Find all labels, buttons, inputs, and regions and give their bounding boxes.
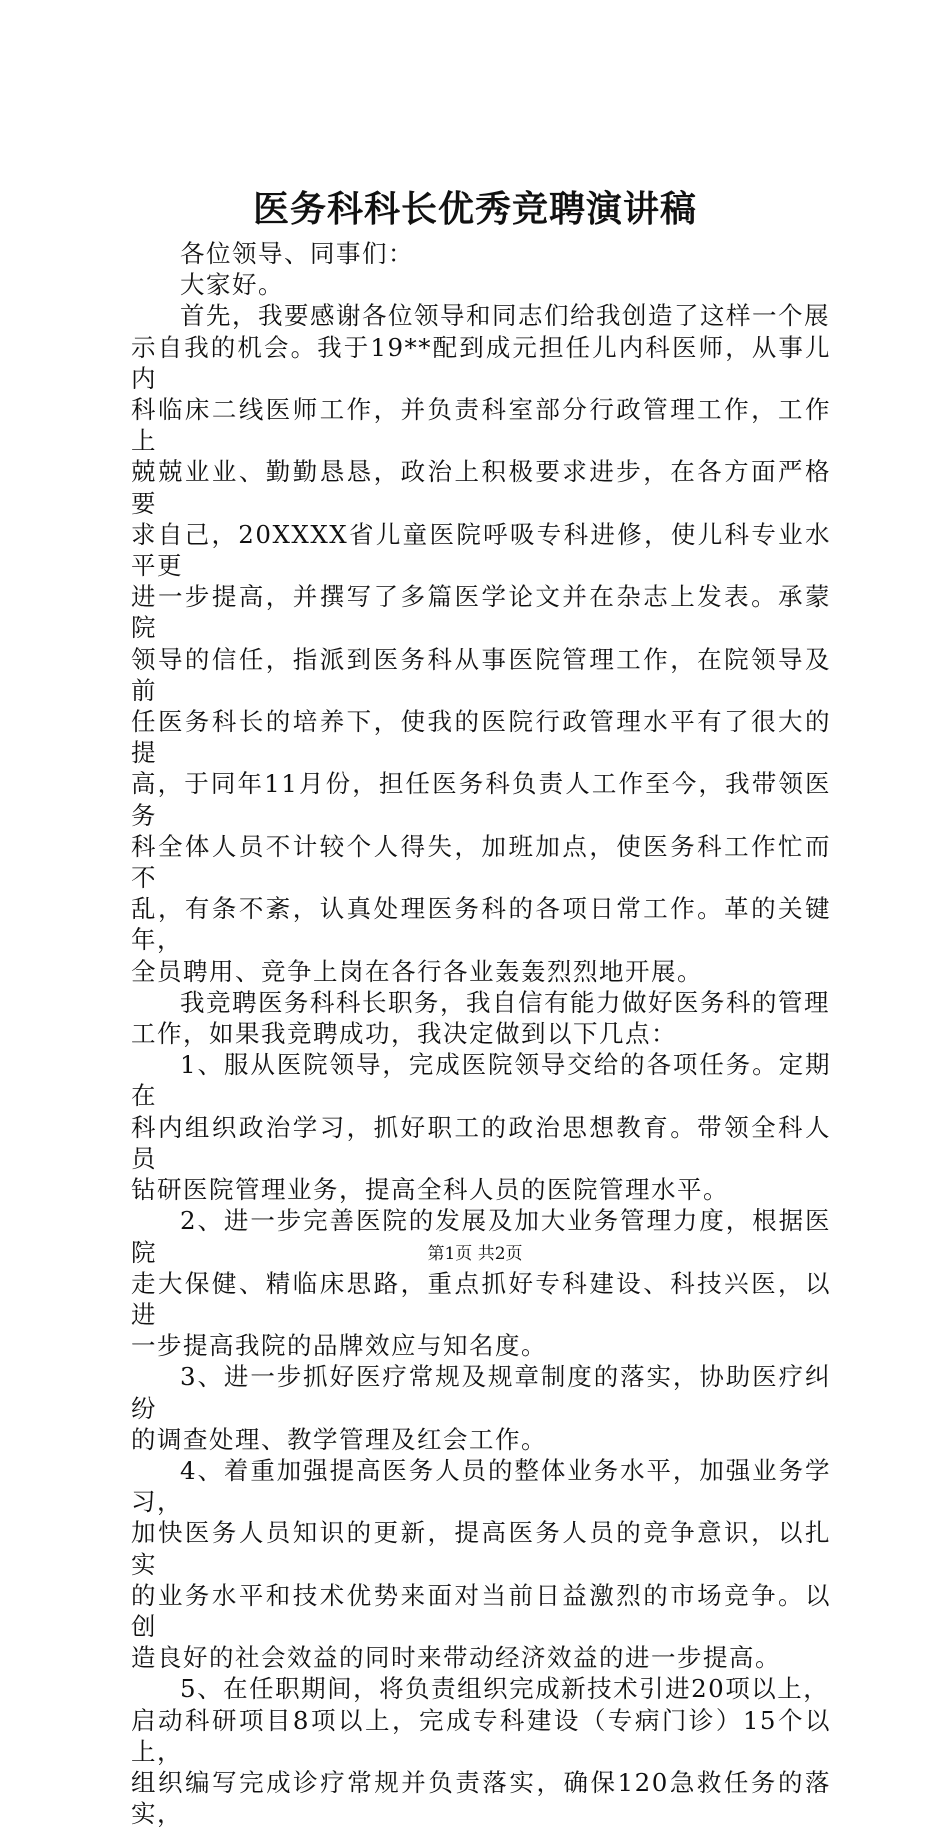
point-2-paragraph: 2、进一步完善医院的发展及加大业务管理力度，根据医院 走大保健、精临床思路，重点抓好专科建设、科技兴医，以进 一步提高我院的品牌效应与知名度。	[131, 1206, 831, 1361]
greeting-paragraph: 大家好。	[180, 270, 284, 300]
page-number-footer: 第1页 共2页	[427, 1244, 523, 1264]
point-5-paragraph: 5、在任职期间，将负责组织完成新技术引进20项以上， 启动科研项目8项以上，完成专科建设（专病门诊）15个以上， 组织编写完成诊疗常规并负责落实，确保120急救任务的落实，	[131, 1674, 831, 1829]
intro-paragraph: 首先，我要感谢各位领导和同志们给我创造了这样一个展 示自我的机会。我于19**配到成元担任儿内科医师，从事儿内 科临床二线医师工作，并负责科室部分行政管理工作，工作上 兢兢业业、勤勤恳恳，政治上积极要求进步，在各方面严格要 求自己，20XXXX省儿童医院呼吸专科进修，使儿科专业水平更 进一步提高，并撰写了多篇医学论文并在杂志上发表。承蒙院 领导的信任，指派到医务科从事医院管理工作，在院领导及前 任医务科长的培养下，使我的医院行政管理水平有了很大的提 高，于同年11月份，担任医务科负责人工作至今，我带领医务 科全体人员不计较个人得失，加班加点，使医务科工作忙而不 乱，有条不紊，认真处理医务科的各项日常工作。革的关键年， 全员聘用、竞争上岗在各行各业轰轰烈烈地开展。	[131, 301, 831, 986]
salutation-paragraph: 各位领导、同事们：	[180, 239, 414, 268]
point-4-paragraph: 4、着重加强提高医务人员的整体业务水平，加强业务学习， 加快医务人员知识的更新，提高医务人员的竞争意识，以扎实 的业务水平和技术优势来面对当前日益激烈的市场竞争。以创 造良好的社会效益的同时来带动经济效益的进一步提高。	[131, 1455, 831, 1673]
document-body	[131, 238, 831, 1829]
point-3-paragraph: 3、进一步抓好医疗常规及规章制度的落实，协助医疗纠纷 的调查处理、教学管理及红会工作。	[131, 1362, 831, 1454]
document-title: 医务科科长优秀竞聘演讲稿	[252, 188, 697, 230]
point-1-paragraph: 1、服从医院领导，完成医院领导交给的各项任务。定期在 科内组织政治学习，抓好职工的政治思想教育。带领全科人员 钻研医院管理业务，提高全科人员的医院管理水平。	[131, 1050, 831, 1205]
statement-paragraph: 我竞聘医务科科长职务，我自信有能力做好医务科的管理 工作，如果我竞聘成功，我决定做到以下几点：	[131, 987, 830, 1049]
